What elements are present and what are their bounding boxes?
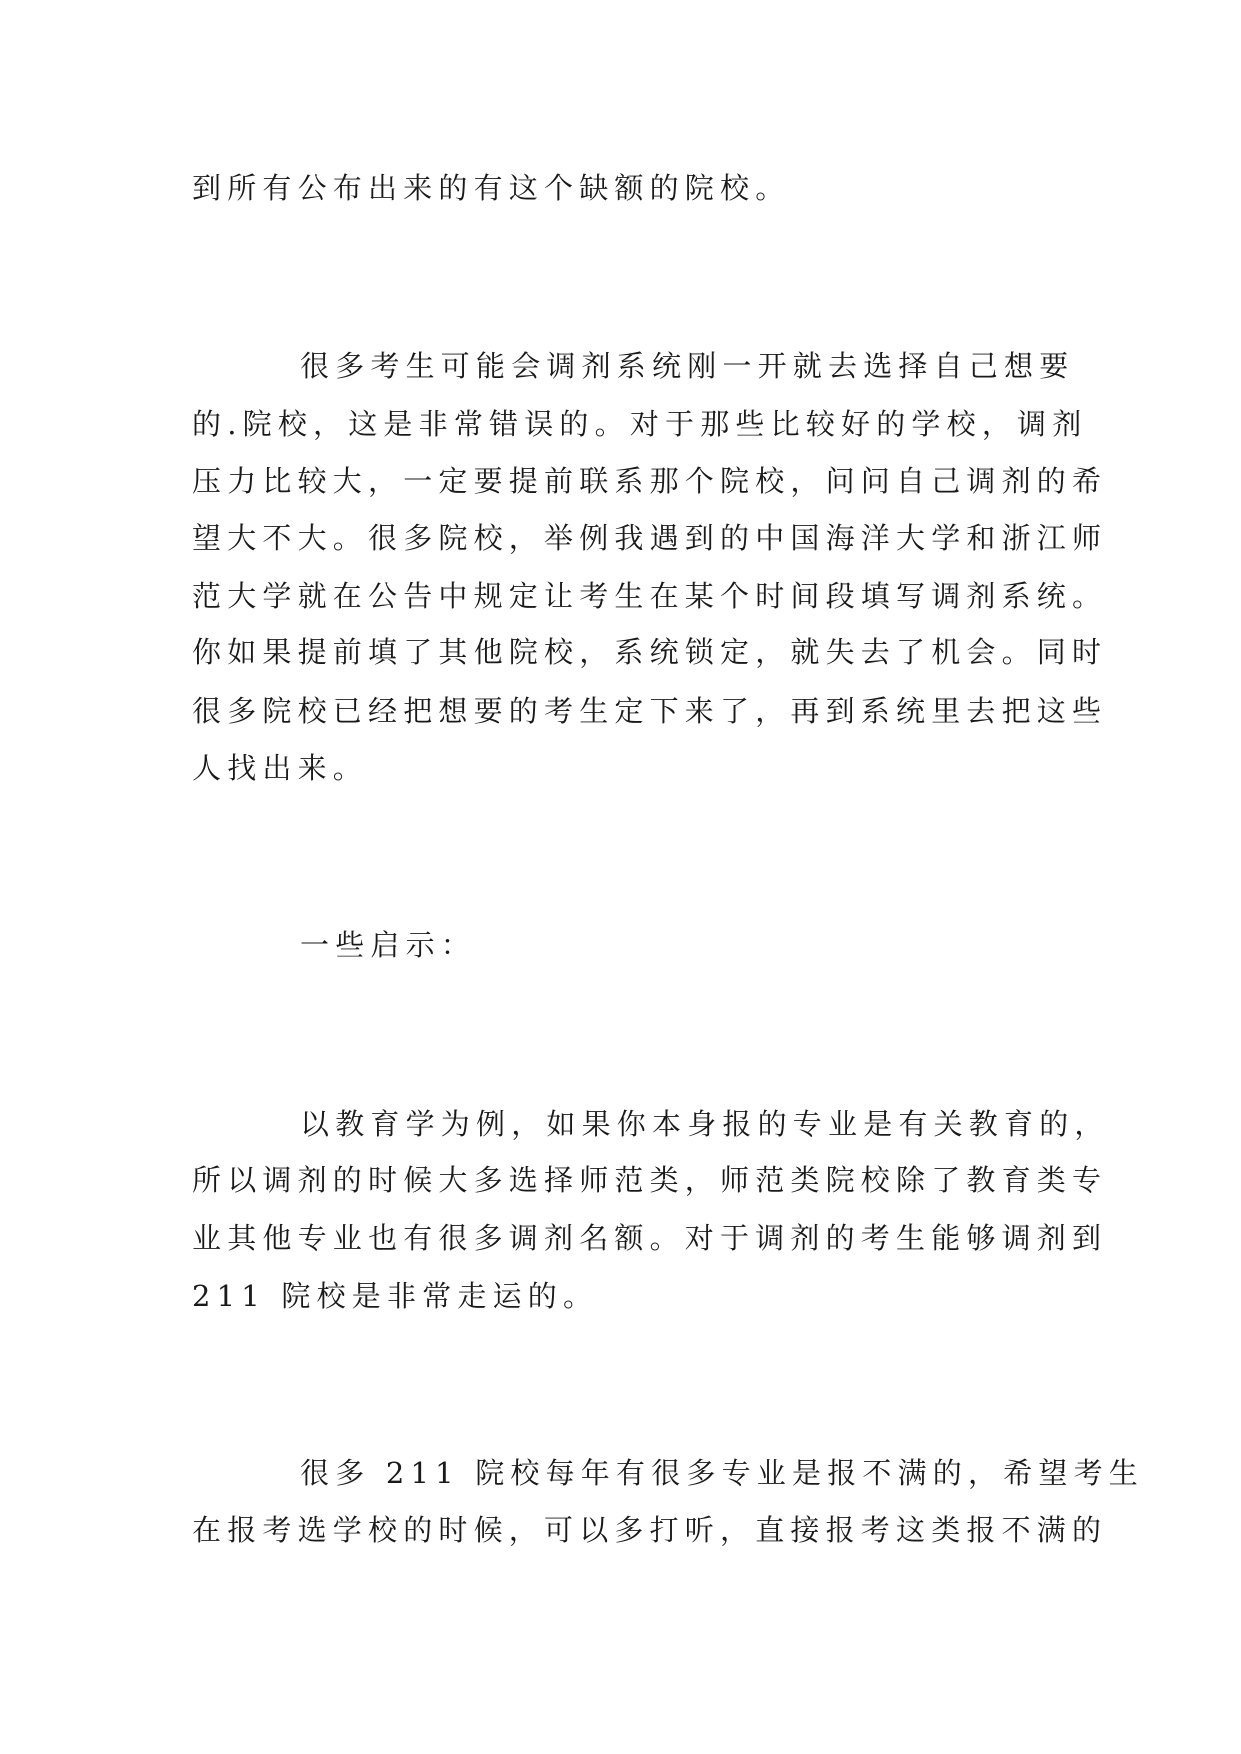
paragraph-line: 业其他专业也有很多调剂名额。对于调剂的考生能够调剂到 xyxy=(192,1221,1108,1255)
paragraph-line: 你如果提前填了其他院校，系统锁定，就失去了机会。同时 xyxy=(192,635,1108,669)
paragraph-line: 范大学就在公告中规定让考生在某个时间段填写调剂系统。 xyxy=(192,579,1108,613)
paragraph-line: 很多考生可能会调剂系统刚一开就去选择自己想要 xyxy=(300,349,1075,383)
paragraph-line: 所以调剂的时候大多选择师范类，师范类院校除了教育类专 xyxy=(192,1163,1108,1197)
paragraph-line: 压力比较大，一定要提前联系那个院校，问问自己调剂的希 xyxy=(192,464,1108,498)
paragraph-line: 211 院校是非常走运的。 xyxy=(192,1279,599,1313)
section-heading: 一些启示： xyxy=(300,928,477,962)
paragraph-line: 很多院校已经把想要的考生定下来了，再到系统里去把这些 xyxy=(192,694,1108,728)
paragraph-line: 以教育学为例，如果你本身报的专业是有关教育的， xyxy=(300,1107,1110,1141)
paragraph-line: 到所有公布出来的有这个缺额的院校。 xyxy=(192,171,791,205)
paragraph-line: 人找出来。 xyxy=(192,751,369,785)
paragraph-line: 在报考选学校的时候，可以多打听，直接报考这类报不满的 xyxy=(192,1513,1108,1547)
paragraph-line: 的.院校，这是非常错误的。对于那些比较好的学校，调剂 xyxy=(192,407,1088,441)
paragraph-line: 望大不大。很多院校，举例我遇到的中国海洋大学和浙江师 xyxy=(192,521,1108,555)
paragraph-line: 很多 211 院校每年有很多专业是报不满的，希望考生 xyxy=(300,1456,1144,1490)
